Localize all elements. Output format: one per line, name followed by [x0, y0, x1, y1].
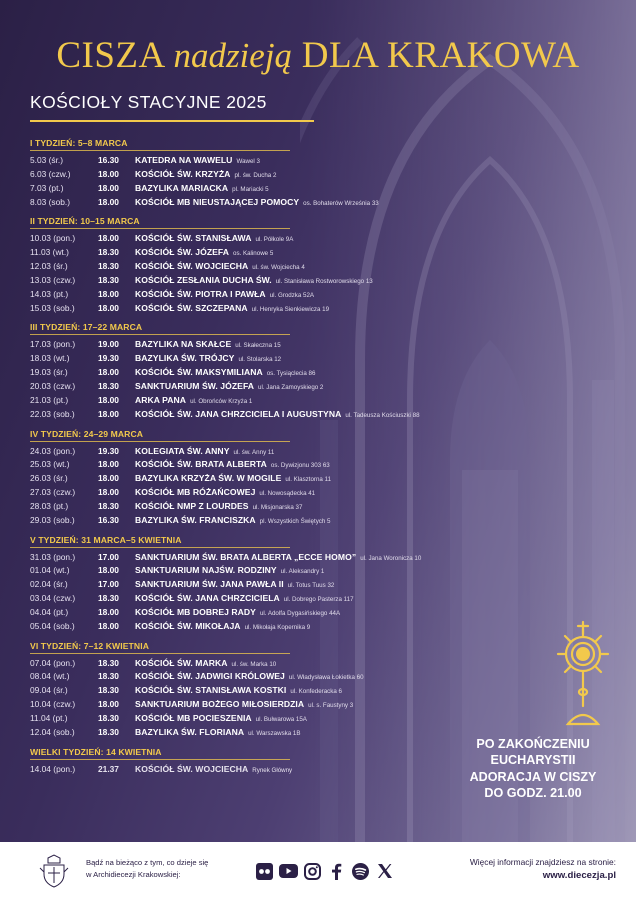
week-title: III TYDZIEŃ: 17–22 MARCA [30, 322, 143, 333]
schedule-row [30, 445, 470, 459]
schedule-row [30, 274, 470, 288]
subtitle: KOŚCIOŁY STACYJNE 2025 [30, 92, 267, 112]
row-date: 15.03 (sob.) [30, 302, 75, 313]
youtube-icon[interactable] [279, 863, 298, 880]
title-part1: CISZA [56, 35, 164, 76]
church-name: KOŚCIÓŁ ŚW. MARKA [135, 657, 228, 668]
church-name: KOŚCIÓŁ ZESŁANIA DUCHA ŚW. [135, 274, 272, 285]
week-title: IV TYDZIEŃ: 24–29 MARCA [30, 428, 144, 439]
row-date: 22.03 (sob.) [30, 408, 75, 419]
row-time: 18.00 [98, 367, 119, 378]
schedule-row [30, 154, 470, 168]
row-place [135, 154, 260, 169]
adoration-notice [446, 736, 620, 801]
church-address: pl. św. Ducha 2 [234, 171, 277, 179]
row-time: 19.00 [98, 339, 119, 350]
church-address: ul. Stanisława Rostworowskiego 13 [275, 277, 373, 285]
church-address: os. Kalinowe 5 [233, 250, 274, 258]
row-date: 24.03 (pon.) [30, 445, 76, 456]
church-name: KOŚCIÓŁ ŚW. MIKOŁAJA [135, 620, 241, 631]
church-name: KOŚCIÓŁ ŚW. SZCZEPANA [135, 302, 248, 313]
row-time: 18.30 [98, 247, 119, 258]
row-time: 18.30 [98, 726, 119, 737]
schedule-row [30, 578, 470, 592]
row-time: 18.30 [98, 500, 119, 511]
row-place [135, 564, 324, 579]
church-name: KOŚCIÓŁ ŚW. PIOTRA I PAWŁA [135, 288, 266, 299]
adoration-line-4: DO GODZ. 21.00 [484, 785, 582, 800]
row-time: 18.00 [98, 473, 119, 484]
schedule-row [30, 606, 470, 620]
row-date: 27.03 (czw.) [30, 487, 76, 498]
church-address: ul. Tadeusza Kościuszki 88 [345, 411, 420, 419]
week-title: II TYDZIEŃ: 10–15 MARCA [30, 216, 140, 227]
church-address: Rynek Główny [252, 766, 293, 774]
church-address: ul. Półkole 9A [255, 236, 294, 244]
instagram-icon[interactable] [303, 863, 322, 880]
row-date: 08.04 (wt.) [30, 671, 70, 682]
row-time: 18.00 [98, 699, 119, 710]
church-name: KOŚCIÓŁ NMP Z LOURDES [135, 500, 249, 511]
row-date: 10.03 (pon.) [30, 233, 76, 244]
footer-more-info [418, 856, 616, 882]
church-address: ul. Henryka Sienkiewicza 19 [251, 305, 330, 313]
adoration-line-2: EUCHARYSTII [490, 753, 576, 768]
schedule-row [30, 684, 470, 698]
row-time: 18.00 [98, 233, 119, 244]
row-date: 05.04 (sob.) [30, 620, 75, 631]
facebook-icon[interactable] [327, 863, 346, 880]
row-place [135, 620, 310, 635]
schedule-row [30, 486, 470, 500]
poster-title [0, 34, 636, 77]
footer-left-line-1: Bądź na bieżąco z tym, co dzieje się [86, 858, 209, 867]
row-place [135, 458, 330, 473]
church-address: ul. Obrońców Krzyża 1 [190, 397, 253, 405]
row-time: 18.30 [98, 380, 119, 391]
church-name: SANKTUARIUM NAJŚW. RODZINY [135, 565, 277, 576]
week-divider [30, 150, 290, 151]
schedule-row [30, 763, 470, 777]
row-place [135, 684, 342, 699]
schedule-row [30, 620, 470, 634]
row-time: 18.00 [98, 394, 119, 405]
title-italic-word: nadzieją [173, 36, 293, 75]
row-time: 18.30 [98, 685, 119, 696]
church-name: KOŚCIÓŁ ŚW. BRATA ALBERTA [135, 459, 267, 470]
row-place [135, 500, 302, 515]
footer-left-line-2: w Archidiecezji Krakowskiej: [86, 870, 181, 879]
church-name: KOŚCIÓŁ ŚW. WOJCIECHA [135, 763, 249, 774]
church-address: ul. Totus Tuus 32 [287, 582, 335, 590]
row-place [135, 472, 331, 487]
row-date: 11.03 (wt.) [30, 247, 69, 258]
row-time: 18.30 [98, 593, 119, 604]
row-time: 18.00 [98, 168, 119, 179]
row-time: 19.30 [98, 353, 119, 364]
footer-social-text [86, 857, 208, 881]
row-place [135, 726, 301, 741]
row-place [135, 302, 329, 317]
church-name: KOŚCIÓŁ ŚW. JANA CHRZCICIELA I AUGUSTYNA [135, 408, 342, 419]
row-place [135, 168, 276, 183]
row-place [135, 394, 252, 409]
row-place [135, 274, 373, 289]
church-name: BAZYLIKA KRZYŻA ŚW. W MOGILE [135, 473, 282, 484]
row-date: 13.03 (czw.) [30, 274, 76, 285]
church-name: SANKTUARIUM ŚW. JÓZEFA [135, 380, 255, 391]
schedule-row [30, 168, 470, 182]
row-place [135, 260, 305, 275]
row-time: 17.00 [98, 579, 119, 590]
row-date: 7.03 (pt.) [30, 182, 64, 193]
schedule-row [30, 514, 470, 528]
church-address: ul. Dobrego Pasterza 117 [283, 596, 354, 604]
row-date: 8.03 (sob.) [30, 196, 71, 207]
schedule-row [30, 288, 470, 302]
schedule-row [30, 182, 470, 196]
church-address: os. Dywizjonu 303 63 [270, 462, 330, 470]
church-address: ul. Aleksandry 1 [280, 568, 325, 576]
row-place [135, 592, 354, 607]
row-time: 16.30 [98, 514, 119, 525]
row-place [135, 445, 274, 460]
church-address: ul. św. Marka 10 [231, 660, 277, 668]
schedule-row [30, 592, 470, 606]
row-date: 18.03 (wt.) [30, 353, 70, 364]
church-name: KOŚCIÓŁ MB NIEUSTAJĄCEJ POMOCY [135, 196, 300, 207]
row-place [135, 486, 315, 501]
church-name: KATEDRA NA WAWELU [135, 155, 233, 165]
week-divider [30, 759, 290, 760]
row-time: 18.30 [98, 713, 119, 723]
schedule-row [30, 670, 470, 684]
row-place [135, 182, 269, 197]
week-section [30, 137, 470, 209]
spotify-icon[interactable] [351, 863, 370, 880]
church-address: Wawel 3 [236, 158, 260, 165]
week-title: WIELKI TYDZIEŃ: 14 KWIETNIA [30, 746, 162, 757]
row-place [135, 670, 364, 685]
row-time: 21.37 [98, 763, 119, 774]
row-place [135, 657, 276, 672]
week-section [30, 428, 470, 528]
row-place [135, 380, 323, 395]
church-address: pl. Wszystkich Świętych 5 [259, 517, 331, 525]
adoration-line-1: PO ZAKOŃCZENIU [476, 737, 590, 751]
row-date: 20.03 (czw.) [30, 380, 76, 391]
website-link[interactable]: www.diecezja.pl [542, 870, 616, 881]
row-time: 18.00 [98, 459, 119, 470]
church-address: ul. Grodzka 52A [269, 291, 315, 299]
social-links [255, 862, 394, 880]
row-date: 07.04 (pon.) [30, 657, 76, 668]
week-section [30, 640, 470, 740]
row-place [135, 551, 421, 566]
schedule-row [30, 260, 470, 274]
week-title: VI TYDZIEŃ: 7–12 KWIETNIA [30, 640, 150, 651]
row-date: 01.04 (wt.) [30, 565, 70, 576]
church-name: BAZYLIKA MARIACKA [135, 182, 229, 193]
schedule-row [30, 394, 470, 408]
week-section [30, 534, 470, 634]
church-name: KOLEGIATA ŚW. ANNY [135, 445, 230, 456]
church-address: ul. Władysława Łokietka 60 [288, 674, 364, 682]
church-name: ARKA PANA [135, 394, 187, 405]
church-address: ul. Stolarska 12 [238, 356, 282, 364]
row-date: 28.03 (pt.) [30, 500, 69, 511]
row-time: 17.00 [98, 551, 119, 562]
row-place [135, 514, 331, 529]
row-time: 18.30 [98, 261, 119, 272]
church-address: ul. Warszawska 1B [248, 729, 301, 737]
row-time: 18.00 [98, 620, 119, 631]
schedule-row [30, 698, 470, 712]
church-address: ul. Nowosądecka 41 [259, 490, 316, 498]
row-date: 12.04 (sob.) [30, 726, 75, 737]
x-icon[interactable] [375, 863, 394, 880]
church-name: KOŚCIÓŁ ŚW. STANISŁAWA [135, 233, 252, 244]
church-address: ul. Jana Zamoyskiego 2 [258, 383, 324, 391]
row-place [135, 408, 420, 423]
week-divider [30, 334, 290, 335]
week-section [30, 321, 470, 421]
row-date: 26.03 (śr.) [30, 473, 68, 484]
adoration-line-3: ADORACJA W CISZY [469, 769, 597, 784]
row-date: 5.03 (śr.) [30, 155, 64, 165]
schedule-row [30, 726, 470, 740]
row-time: 18.30 [98, 657, 119, 668]
church-address: ul. Bułwarowa 15A [255, 716, 307, 723]
row-time: 19.30 [98, 445, 119, 456]
schedule-row [30, 232, 470, 246]
row-date: 12.03 (śr.) [30, 261, 68, 272]
church-name: SANKTUARIUM ŚW. BRATA ALBERTA „ECCE HOMO” [135, 551, 357, 562]
schedule-row [30, 458, 470, 472]
row-date: 31.03 (pon.) [30, 551, 76, 562]
church-address: ul. św. Wojciecha 4 [252, 264, 305, 272]
subtitle-underline [30, 120, 314, 122]
monstrance-icon [556, 620, 610, 730]
church-name: SANKTUARIUM BOŻEGO MIŁOSIERDZIA [135, 699, 305, 710]
footer-right-line-1: Więcej informacji znajdziesz na stronie: [469, 857, 616, 867]
row-date: 10.04 (czw.) [30, 699, 76, 710]
church-name: KOŚCIÓŁ ŚW. STANISŁAWA KOSTKI [135, 685, 287, 696]
church-address: ul. Jana Woronicza 10 [360, 554, 422, 562]
week-divider [30, 547, 290, 548]
row-time: 18.00 [98, 182, 119, 193]
row-time: 18.00 [98, 606, 119, 617]
row-date: 25.03 (wt.) [30, 459, 70, 470]
row-date: 17.03 (pon.) [30, 339, 76, 350]
church-name: BAZYLIKA ŚW. FRANCISZKA [135, 514, 256, 525]
row-place [135, 606, 340, 621]
row-date: 21.03 (pt.) [30, 394, 69, 405]
row-place [135, 288, 314, 303]
week-divider [30, 653, 290, 654]
schedule-row [30, 657, 470, 671]
schedule-row [30, 366, 470, 380]
title-part2: DLA KRAKOWA [301, 35, 580, 76]
church-address: ul. Konfederacka 6 [290, 688, 342, 696]
church-name: KOŚCIÓŁ ŚW. WOJCIECHA [135, 261, 249, 272]
church-address: ul. św. Anny 11 [233, 448, 275, 456]
church-name: KOŚCIÓŁ ŚW. JADWIGI KRÓLOWEJ [135, 671, 285, 682]
church-address: ul. Skałeczna 15 [235, 342, 281, 350]
church-name: KOŚCIÓŁ ŚW. JÓZEFA [135, 247, 230, 258]
schedule-row [30, 408, 470, 422]
footer [0, 842, 636, 900]
row-place [135, 578, 334, 593]
week-section [30, 215, 470, 315]
schedule-row [30, 352, 470, 366]
church-address: ul. Misjonarska 37 [252, 503, 303, 511]
row-place [135, 763, 292, 778]
church-address: os. Bohaterów Września 33 [303, 199, 379, 207]
row-time: 18.30 [98, 671, 119, 682]
row-time: 18.00 [98, 196, 119, 207]
week-title: V TYDZIEŃ: 31 MARCA–5 KWIETNIA [30, 534, 182, 545]
week-title: I TYDZIEŃ: 5–8 MARCA [30, 138, 128, 148]
schedule-row [30, 302, 470, 316]
row-date: 19.03 (śr.) [30, 367, 68, 378]
church-address: ul. Mikołaja Kopernika 9 [244, 623, 311, 631]
church-name: BAZYLIKA ŚW. TRÓJCY [135, 353, 235, 364]
church-name: BAZYLIKA NA SKAŁCE [135, 339, 232, 350]
archdiocese-crest-icon [38, 854, 70, 888]
row-place [135, 698, 353, 713]
church-name: KOŚCIÓŁ ŚW. JANA CHRZCICIELA [135, 593, 280, 604]
row-place [135, 338, 281, 353]
row-place [135, 712, 307, 727]
row-place [135, 246, 273, 261]
row-place [135, 352, 281, 367]
row-time: 18.00 [98, 408, 119, 419]
schedule [30, 137, 470, 783]
schedule-row [30, 338, 470, 352]
church-name: KOŚCIÓŁ MB RÓŻAŃCOWEJ [135, 487, 256, 498]
week-divider [30, 441, 290, 442]
schedule-row [30, 246, 470, 260]
row-time: 18.30 [98, 274, 119, 285]
row-time: 18.00 [98, 288, 119, 299]
schedule-row [30, 380, 470, 394]
row-date: 29.03 (sob.) [30, 514, 75, 525]
schedule-row [30, 712, 470, 726]
schedule-row [30, 500, 470, 514]
row-time: 18.00 [98, 565, 119, 576]
schedule-row [30, 551, 470, 565]
week-divider [30, 228, 290, 229]
row-date: 03.04 (czw.) [30, 593, 76, 604]
church-name: BAZYLIKA ŚW. FLORIANA [135, 726, 245, 737]
church-name: KOŚCIÓŁ ŚW. KRZYŻA [135, 168, 231, 179]
row-time: 18.00 [98, 487, 119, 498]
row-date: 6.03 (czw.) [30, 168, 71, 179]
row-date: 14.04 (pon.) [30, 763, 76, 774]
row-place [135, 232, 293, 247]
schedule-row [30, 196, 470, 210]
row-date: 02.04 (śr.) [30, 579, 68, 590]
week-section [30, 746, 470, 777]
row-date: 11.04 (pt.) [30, 713, 68, 723]
schedule-row [30, 472, 470, 486]
row-date: 09.04 (śr.) [30, 685, 68, 696]
church-name: KOŚCIÓŁ ŚW. MAKSYMILIANA [135, 367, 263, 378]
flickr-icon[interactable] [255, 863, 274, 880]
row-date: 04.04 (pt.) [30, 606, 69, 617]
church-address: os. Tysiąclecia 86 [266, 370, 316, 378]
schedule-row [30, 564, 470, 578]
church-address: ul. s. Faustyny 3 [308, 702, 354, 710]
church-name: KOŚCIÓŁ MB DOBREJ RADY [135, 606, 256, 617]
church-address: ul. Klasztorna 11 [285, 476, 332, 484]
church-address: ul. Adolfa Dygasińskiego 44A [259, 609, 341, 617]
row-date: 14.03 (pt.) [30, 288, 69, 299]
row-time: 16.30 [98, 155, 119, 165]
row-place [135, 366, 315, 381]
church-address: pl. Mariacki 5 [232, 185, 269, 193]
church-name: KOŚCIÓŁ MB POCIESZENIA [135, 713, 252, 723]
church-name: SANKTUARIUM ŚW. JANA PAWŁA II [135, 579, 284, 590]
row-place [135, 196, 379, 211]
row-time: 18.00 [98, 302, 119, 313]
